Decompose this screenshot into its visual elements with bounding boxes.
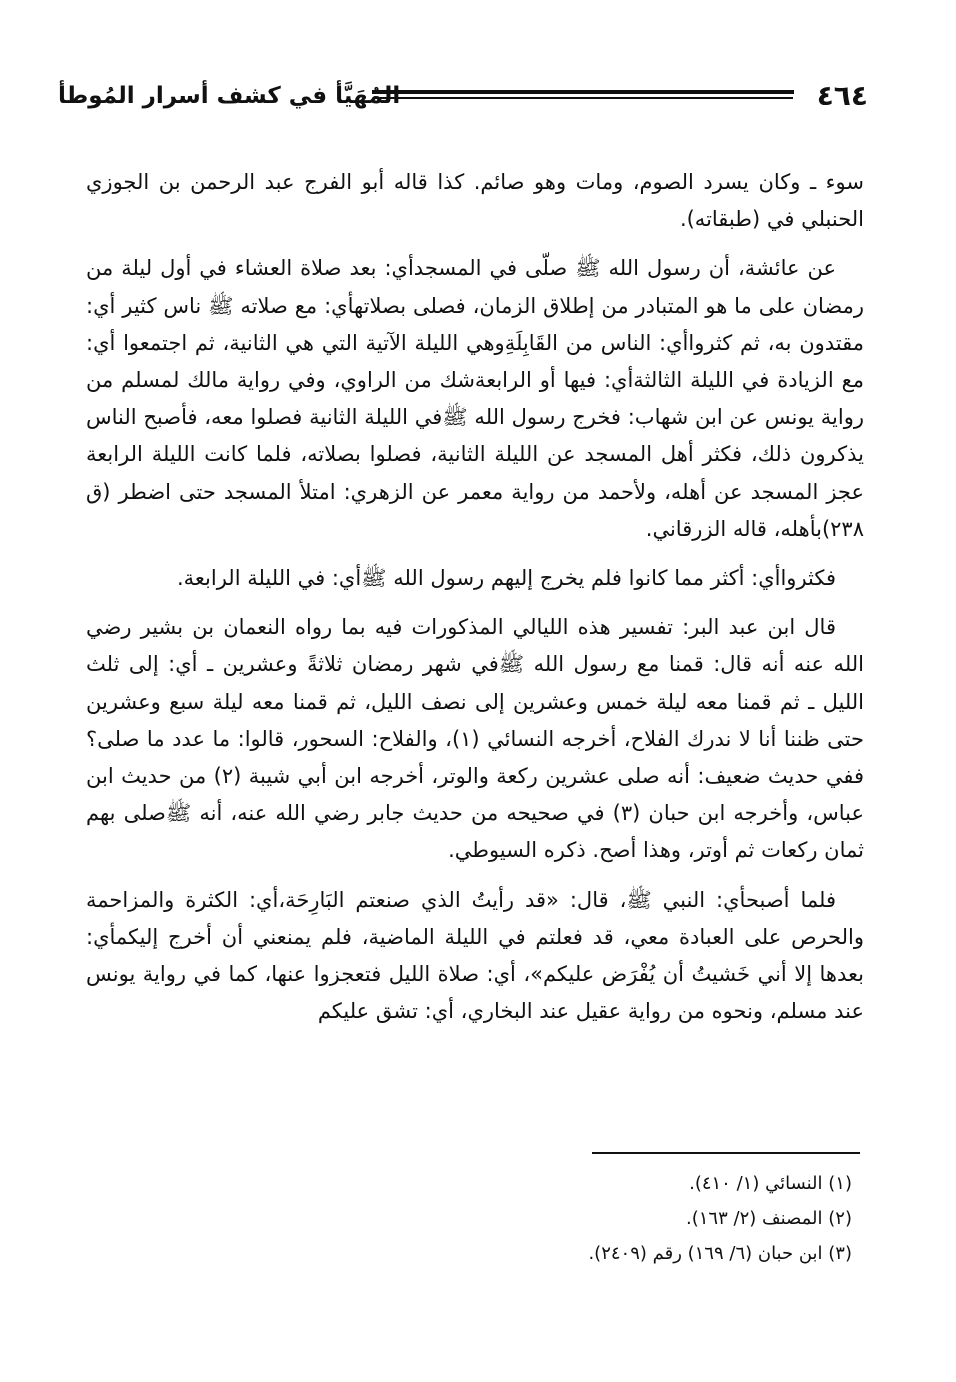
paragraph-5: فلما أصبحأي: النبي ﷺ، قال: «قد رأيتُ الذي صنعتم البَارِحَة،أي: الكثرة والمزاحمة والحرص على العبادة معي، قد فعلتم في الليلة الماضية، فلم يمنعني أن أخرج إليكمأي: بعدها إلا أني خَشيتُ أن يُفْرَض عليكم»، أي: صلاة الليل فتعجزوا عنها، كما في رواية يونس عند مسلم، ونحوه من رواية عقيل عند البخاري، أي: تشق عليكم <box>86 887 864 1024</box>
header-rule <box>372 90 794 94</box>
paragraph-2: عن عائشة، أن رسول الله ﷺ صلّى في المسجدأي: بعد صلاة العشاء في أول ليلة من رمضان على ما هو المتبادر من إطلاق الزمان، فصلى بصلاتهأي: مع صلاته ﷺ ناس كثير أي: مقتدون به، ثم كثرواأي: الناس من القَابِلَةِوهي الليلة الآتية التي هي الثانية، ثم اجتمعوا أي: مع الزيادة في الليلة الثالثةأي: فيها أو الرابعةشك من الراوي، وفي رواية مالك لمسلم من رواية يونس عن ابن شهاب: فخرج رسول الله ﷺفي الليلة الثانية فصلوا معه، فأصبح الناس يذكرون ذلك، فكثر أهل المسجد عن الليلة الثانية، فصلوا بصلاته، فلما كانت الليلة الرابعة عجز المسجد عن أهله، ولأحمد من رواية معمر عن الزهري: امتلأ المسجد حتى اضطر (ق ٢٣٨)بأهله، قاله الزرقاني. <box>86 256 864 541</box>
page-number: ٤٦٤ <box>816 79 868 112</box>
page-header <box>58 76 868 116</box>
paragraph-1: سوء ـ وكان يسرد الصوم، ومات وهو صائم. كذا قاله أبو الفرج عبد الرحمن بن الجوزي الحنبلي في (طبقاته). <box>86 170 864 232</box>
footnote-2: (٢) المصنف (٢/ ١٦٣). <box>686 1208 852 1229</box>
footnote-3: (٣) ابن حبان (٦/ ١٦٩) رقم (٢٤٠٩). <box>588 1243 852 1264</box>
footnote-rule <box>592 1152 860 1154</box>
footnotes <box>200 1166 852 1271</box>
body-text <box>86 164 864 1042</box>
footnote-1: (١) النسائي (١/ ٤١٠). <box>689 1173 852 1194</box>
paragraph-3: فكثرواأي: أكثر مما كانوا فلم يخرج إليهم رسول الله ﷺأي: في الليلة الرابعة. <box>176 566 836 591</box>
paragraph-4: قال ابن عبد البر: تفسير هذه الليالي المذكورات فيه بما رواه النعمان بن بشير رضي الله عنه أنه قال: قمنا مع رسول الله ﷺفي شهر رمضان ثلاثةً وعشرين ـ أي: إلى ثلث الليل ـ ثم قمنا معه ليلة خمس وعشرين إلى نصف الليل، ثم قمنا معه ليلة سبع وعشرين حتى ظننا أنا لا ندرك الفلاح، أخرجه النسائي (١)، والفلاح: السحور، قالوا: ما عدد ما صلى؟ ففي حديث ضعيف: أنه صلى عشرين ركعة والوتر، أخرجه ابن أبي شيبة (٢) من حديث ابن عباس، وأخرجه ابن حبان (٣) في صحيحه من حديث جابر رضي الله عنه، أنه ﷺصلى بهم ثمان ركعات ثم أوتر، وهذا أصح. ذكره السيوطي. <box>86 615 864 863</box>
book-title: المُهَيَّأ في كشف أسرار المُوطأ <box>58 83 401 109</box>
